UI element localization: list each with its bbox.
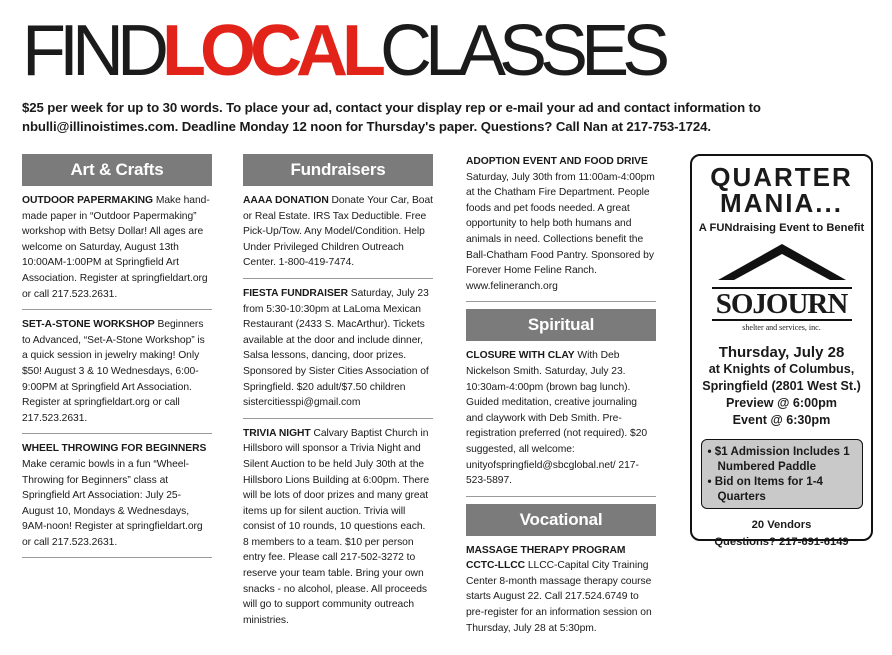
listing-body: Saturday, July 23 from 5:30-10:30pm at LaLoma Mexican Restaurant (2433 S. MacArthur). Tickets available at the door and include dinner, Salsa lessons, dancing, door prizes. Sponsored by Sister Cities Association of Springfield. $20 adult/$7.50 children sistercitiesspi@gmail.com <box>243 287 429 409</box>
ad-questions: Questions? 217-691-6149 <box>714 536 849 548</box>
section-header-spiritual: Spiritual <box>466 309 656 341</box>
sojourn-logo <box>712 242 852 332</box>
ad-location-line1: at Knights of Columbus, <box>708 362 855 376</box>
listing-entry <box>466 154 656 302</box>
ad-location-line2: Springfield (2801 West St.) <box>702 379 861 393</box>
ad-title-line1: QUARTER <box>710 162 853 192</box>
ad-event-time: Event @ 6:30pm <box>732 413 831 427</box>
listing-entry <box>466 348 656 496</box>
listing-body: Calvary Baptist Church in Hillsboro will sponsor a Trivia Night and Silent Auction to be held July 30th at the Hillsboro Lions Building at 6:00pm. There will be lots of door prizes and many great items up for silent auction. Trivia will consist of 10 rounds, 10 questions each. 8 members to a team. $10 per person entry fee. Please call 217-502-3272 to reserve your team table. Bring your own snacks - no alcohol, please. All proceeds will go to support community outreach ministries. <box>243 427 430 626</box>
quarter-mania-ad <box>690 154 873 548</box>
ad-info-box <box>701 439 863 509</box>
listing-title: OUTDOOR PAPERMAKING <box>22 195 154 206</box>
ad-preview-time: Preview @ 6:00pm <box>726 396 837 410</box>
ad-date: Thursday, July 28 <box>718 344 845 361</box>
intro-text: $25 per week for up to 30 words. To place your ad, contact your display rep or e-mail your ad and contact information to nbulli@illinoistimes.com. Deadline Monday 12 noon for Thursday's paper. Questions? Call Nan at 217-753-1724. <box>22 100 761 134</box>
section-header-vocational: Vocational <box>466 504 656 536</box>
listing-body: With Deb Nickelson Smith. Saturday, July 23. 10:30am-4:00pm (brown bag lunch). Guided meditation, creative journaling and claywork with Deb Smith. Pre-registration preferred (not required). $20 suggested, all welcome: unityofspringfield@sbcglobal.net/ 217-523-5897. <box>466 350 648 487</box>
listing-entry <box>22 193 212 310</box>
listing-title: CLOSURE WITH CLAY <box>466 350 575 362</box>
page-title <box>22 10 663 92</box>
ad-vendors: 20 Vendors <box>751 519 812 531</box>
ad-bullet: • Bid on Items for 1-4 Quarters <box>707 475 824 503</box>
section-header-arts: Art & Crafts <box>22 154 212 186</box>
listing-body: LLCC-Capital City Training Center 8-month massage therapy course starts August 22. Call 217.524.6749 to pre-register for an information session on Thursday, July 28 at 5:30pm. <box>466 560 652 634</box>
listing-entry <box>243 193 433 279</box>
logo-wordmark: SOJOURN <box>712 287 852 321</box>
listing-body: Saturday, July 30th from 11:00am-4:00pm at the Chatham Fire Department. People foods and pet foods needed. A great opportunity to help both humans and animals in need. Collections benefit the Ball-Chatham Food Pantry. Sponsored by Forever Home Feline Ranch. www.felineranch.org <box>466 171 655 292</box>
listing-body: Beginners to Advanced, “Set-A-Stone Workshop” is a quick session in jewelry making! Only $50! August 3 & 10 Wednesdays, 6:00-9:00PM at Springfield Art Association. Register at springfieldart.org or call 217.523.2631. <box>22 319 205 424</box>
listing-title: FIESTA FUNDRAISER <box>243 287 348 299</box>
ad-subtitle: A FUNdraising Event to Benefit <box>698 222 865 234</box>
section-header-fundraisers: Fundraisers <box>243 154 433 186</box>
column-arts <box>22 154 212 565</box>
listing-title: TRIVIA NIGHT <box>243 427 311 439</box>
listing-title: AAAA DONATION <box>243 195 329 206</box>
listing-title: ADOPTION EVENT AND FOOD DRIVE <box>466 156 648 167</box>
title-classes: CLASSES <box>379 11 664 91</box>
listing-body: Make ceramic bowls in a fun “Wheel-Throwing for Beginners” class at Springfield Art Association: July 25-August 10, Mondays & Wednesdays, 9AM-noon! Register at springfieldart.org or call 217.523.2631. <box>22 458 203 548</box>
listing-entry <box>466 543 656 644</box>
listing-entry <box>22 441 212 558</box>
listing-entry <box>243 286 433 419</box>
title-find: FIND <box>22 11 162 91</box>
column-spiritual-vocational <box>466 154 656 650</box>
column-fundraisers <box>243 154 433 642</box>
ad-bullet: • $1 Admission Includes 1 Numbered Paddle <box>707 445 850 473</box>
house-roof-icon <box>712 242 852 282</box>
listing-entry <box>22 317 212 434</box>
title-local: LOCAL <box>161 11 380 91</box>
logo-tagline: shelter and services, inc. <box>742 323 821 332</box>
listing-title: WHEEL THROWING FOR BEGINNERS <box>22 443 207 455</box>
listing-entry <box>243 426 433 636</box>
listing-body: Make hand-made paper in “Outdoor Papermaking” workshop with Betsy Dollar! All ages are welcome on Saturday, August 13th 10:00AM-1:00PM at Springfield Art Association. Register at springfieldart.org or call 217.523.2631. <box>22 195 210 300</box>
listing-title: MASSAGE THERAPY PROGRAM CCTC-LLCC <box>466 544 626 572</box>
listing-title: SET-A-STONE WORKSHOP <box>22 319 155 331</box>
ad-title-line2: MANIA... <box>720 188 843 218</box>
listing-body: Donate Your Car, Boat or Real Estate. IRS Tax Deductible. Free Pick-Up/Tow. Any Model/Condition. Help Under Privileged Children Outreach Center. 1-800-419-7474. <box>243 195 433 269</box>
